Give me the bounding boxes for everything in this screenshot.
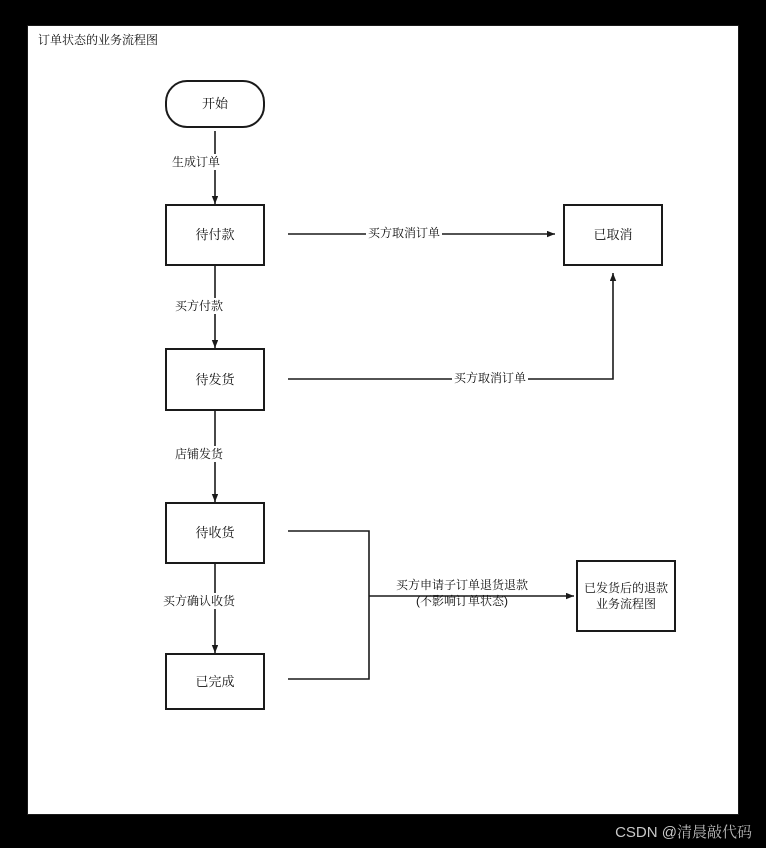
edge-label-shop-ship: 店铺发货 [175,447,224,461]
node-pending-payment-label: 待付款 [195,227,235,243]
edge-label-buyer-cancel-from-pending-payment: 买方取消订单 [368,226,441,240]
edge-label-create-order: 生成订单 [172,155,221,169]
edge-label-buyer-confirm-receipt: 买方确认收货 [163,594,236,608]
edge-label-buyer-apply-refund-line2: (不影响订单状态) [416,594,508,609]
edge-label-buyer-pay: 买方付款 [175,299,224,313]
diagram-title: 订单状态的业务流程图 [38,33,159,47]
node-completed-label: 已完成 [195,673,235,689]
watermark-name: 清晨敲代码 [676,824,752,841]
node-completed[interactable] [165,653,265,710]
node-cancelled-label: 已取消 [593,227,633,243]
node-pending-shipment-label: 待发货 [195,371,235,387]
diagram-canvas [27,25,739,815]
flow-connectors [28,26,740,816]
node-start-label: 开始 [201,96,228,112]
edge-label-buyer-apply-refund-line1: 买方申请子订单退货退款 [395,578,528,592]
node-refund-flow-reference-label: 已发货后的退款业务流程图 [584,580,669,611]
node-start[interactable] [165,80,265,128]
node-pending-receipt-label: 待收货 [195,525,235,541]
node-pending-shipment[interactable] [165,348,265,411]
node-pending-receipt[interactable] [165,502,265,564]
node-cancelled[interactable] [563,204,663,266]
edge-label-buyer-apply-refund [380,577,544,609]
node-refund-flow-reference[interactable] [576,560,676,632]
edge-label-buyer-cancel-from-pending-shipment: 买方取消订单 [454,371,527,385]
node-pending-payment[interactable] [165,204,265,266]
watermark [615,821,752,842]
watermark-prefix: CSDN @ [615,824,677,841]
